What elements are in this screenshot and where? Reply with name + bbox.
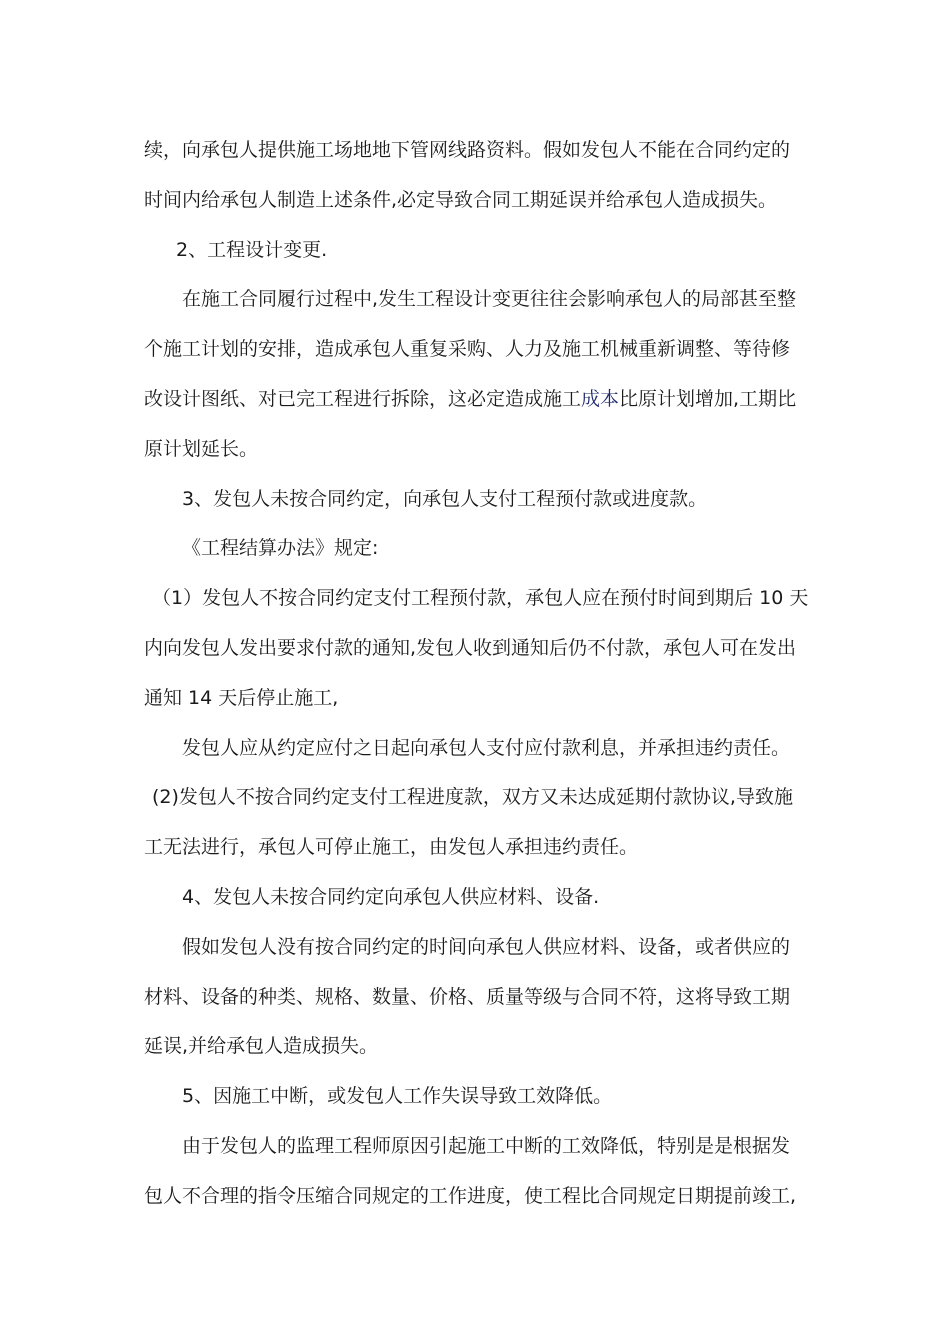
cost-link[interactable]: 成本 <box>581 387 620 410</box>
text-line: 由于发包人的监理工程师原因引起施工中断的工效降低，特别是是根据发 <box>182 1134 791 1157</box>
text-line: 时间内给承包人制造上述条件,必定导致合同工期延误并给承包人造成损失。 <box>144 188 778 211</box>
text-line: 延误,并给承包人造成损失。 <box>144 1035 379 1058</box>
text-line: 材料、设备的种类、规格、数量、价格、质量等级与合同不符，这将导致工期 <box>144 985 791 1008</box>
text-line: 内向发包人发出要求付款的通知,发包人收到通知后仍不付款，承包人可在发出 <box>144 636 797 659</box>
text-fragment: 比原计划增加,工期比 <box>619 387 797 410</box>
text-line: 原计划延长。 <box>144 437 259 460</box>
text-line: 工无法进行，承包人可停止施工，由发包人承担违约责任。 <box>144 836 639 859</box>
text-line: 包人不合理的指令压缩合同规定的工作进度，使工程比合同规定日期提前竣工, <box>144 1184 797 1207</box>
text-line: 个施工计划的安排，造成承包人重复采购、人力及施工机械重新调整、等待修 <box>144 338 791 361</box>
section-heading: 4、发包人未按合同约定向承包人供应材料、设备. <box>182 885 600 908</box>
section-heading: 5、因施工中断，或发包人工作失误导致工效降低。 <box>182 1085 613 1108</box>
text-line: 在施工合同履行过程中,发生工程设计变更往往会影响承包人的局部甚至整 <box>182 288 797 311</box>
section-heading: 2、工程设计变更. <box>176 238 328 261</box>
text-line: 续，向承包人提供施工场地地下管网线路资料。假如发包人不能在合同约定的 <box>144 139 791 161</box>
text-line: 通知 14 天后停止施工, <box>144 686 339 709</box>
text-line: 《工程结算办法》规定: <box>182 537 379 560</box>
text-line: (2)发包人不按合同约定支付工程进度款，双方又未达成延期付款协议,导致施 <box>152 786 793 809</box>
text-line: 发包人应从约定应付之日起向承包人支付应付款利息，并承担违约责任。 <box>182 736 791 759</box>
document-body <box>144 126 809 1222</box>
section-heading: 3、发包人未按合同约定，向承包人支付工程预付款或进度款。 <box>182 487 708 510</box>
text-line: （1）发包人不按合同约定支付工程预付款，承包人应在预付时间到期后 10 天 <box>152 587 809 610</box>
text-line: 假如发包人没有按合同约定的时间向承包人供应材料、设备，或者供应的 <box>182 935 791 958</box>
text-fragment: 改设计图纸、对已完工程进行拆除，这必定造成施工 <box>144 387 582 410</box>
text-line <box>144 375 806 425</box>
